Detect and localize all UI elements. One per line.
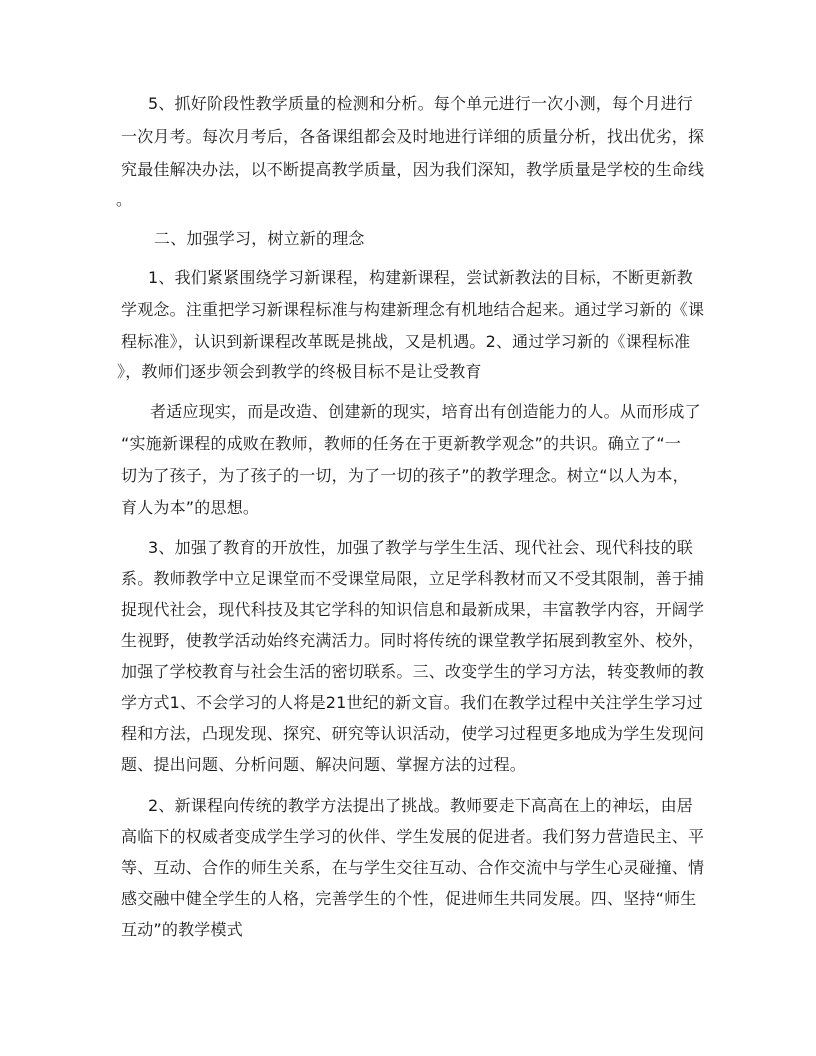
text-line: 2、新课程向传统的教学方法提出了挑战。教师要走下高高在上的神坛，由居 <box>148 796 693 815</box>
text-line: 者适应现实，而是改造、创建新的现实，培育出有创造能力的人。从而形成了 <box>150 402 701 421</box>
text-line: 3、加强了教育的开放性，加强了教学与学生生活、现代社会、现代科技的联 <box>148 538 693 557</box>
text-line: 》，教师们逐步领会到教学的终极目标不是让受教育 <box>117 362 482 381</box>
text-line: 学方式1、不会学习的人将是21世纪的新文盲。我们在教学过程中关注学生学习过 <box>121 693 703 712</box>
text-line: 一次月考。每次月考后，各备课组都会及时地进行详细的质量分析，找出优劣，探 <box>121 127 705 146</box>
text-line: 。 <box>116 190 133 209</box>
text-line: 程标准》，认识到新课程改革既是挑战，又是机遇。2、通过学习新的《课程标准 <box>121 332 691 351</box>
text-line: 感交融中健全学生的人格，完善学生的个性，促进师生共同发展。四、坚持“师生 <box>121 889 697 908</box>
text-line: 生视野，使教学活动始终充满活力。同时将传统的课堂教学拓展到教室外、校外， <box>121 631 705 650</box>
text-line: 究最佳解决办法，以不断提高教学质量，因为我们深知，教学质量是学校的生命线 <box>121 160 705 179</box>
text-line: 5、抓好阶段性教学质量的检测和分析。每个单元进行一次小测，每个月进行 <box>148 94 693 113</box>
text-line: 系。教师教学中立足课堂而不受课堂局限，立足学科教材而又不受其限制，善于捕 <box>121 569 705 588</box>
text-line: 题、提出问题、分析问题、解决问题、掌握方法的过程。 <box>121 755 527 774</box>
section-heading: 二、加强学习，树立新的理念 <box>154 229 365 248</box>
text-line: 加强了学校教育与社会生活的密切联系。三、改变学生的学习方法，转变教师的教 <box>121 662 705 681</box>
text-line: 等、互动、合作的师生关系，在与学生交往互动、合作交流中与学生心灵碰撞、情 <box>121 858 705 877</box>
text-line: “实施新课程的成败在教师，教师的任务在于更新教学观念”的共识。确立了“一 <box>121 434 682 453</box>
text-line: 学观念。注重把学习新课程标准与构建新理念有机地结合起来。通过学习新的《课 <box>121 300 705 319</box>
text-line: 育人为本”的思想。 <box>121 498 260 517</box>
text-line: 1、我们紧紧围绕学习新课程，构建新课程，尝试新教法的目标，不断更新教 <box>148 268 693 287</box>
text-line: 捉现代社会，现代科技及其它学科的知识信息和最新成果，丰富教学内容，开阔学 <box>121 600 705 619</box>
text-line: 切为了孩子，为了孩子的一切，为了一切的孩子”的教学理念。树立“以人为本， <box>121 466 689 485</box>
text-line: 高临下的权威者变成学生学习的伙伴、学生发展的促进者。我们努力营造民主、平 <box>121 827 705 846</box>
text-line: 程和方法，凸现发现、探究、研究等认识活动，使学习过程更多地成为学生发现问 <box>121 724 705 743</box>
text-line: 互动”的教学模式 <box>121 920 243 939</box>
